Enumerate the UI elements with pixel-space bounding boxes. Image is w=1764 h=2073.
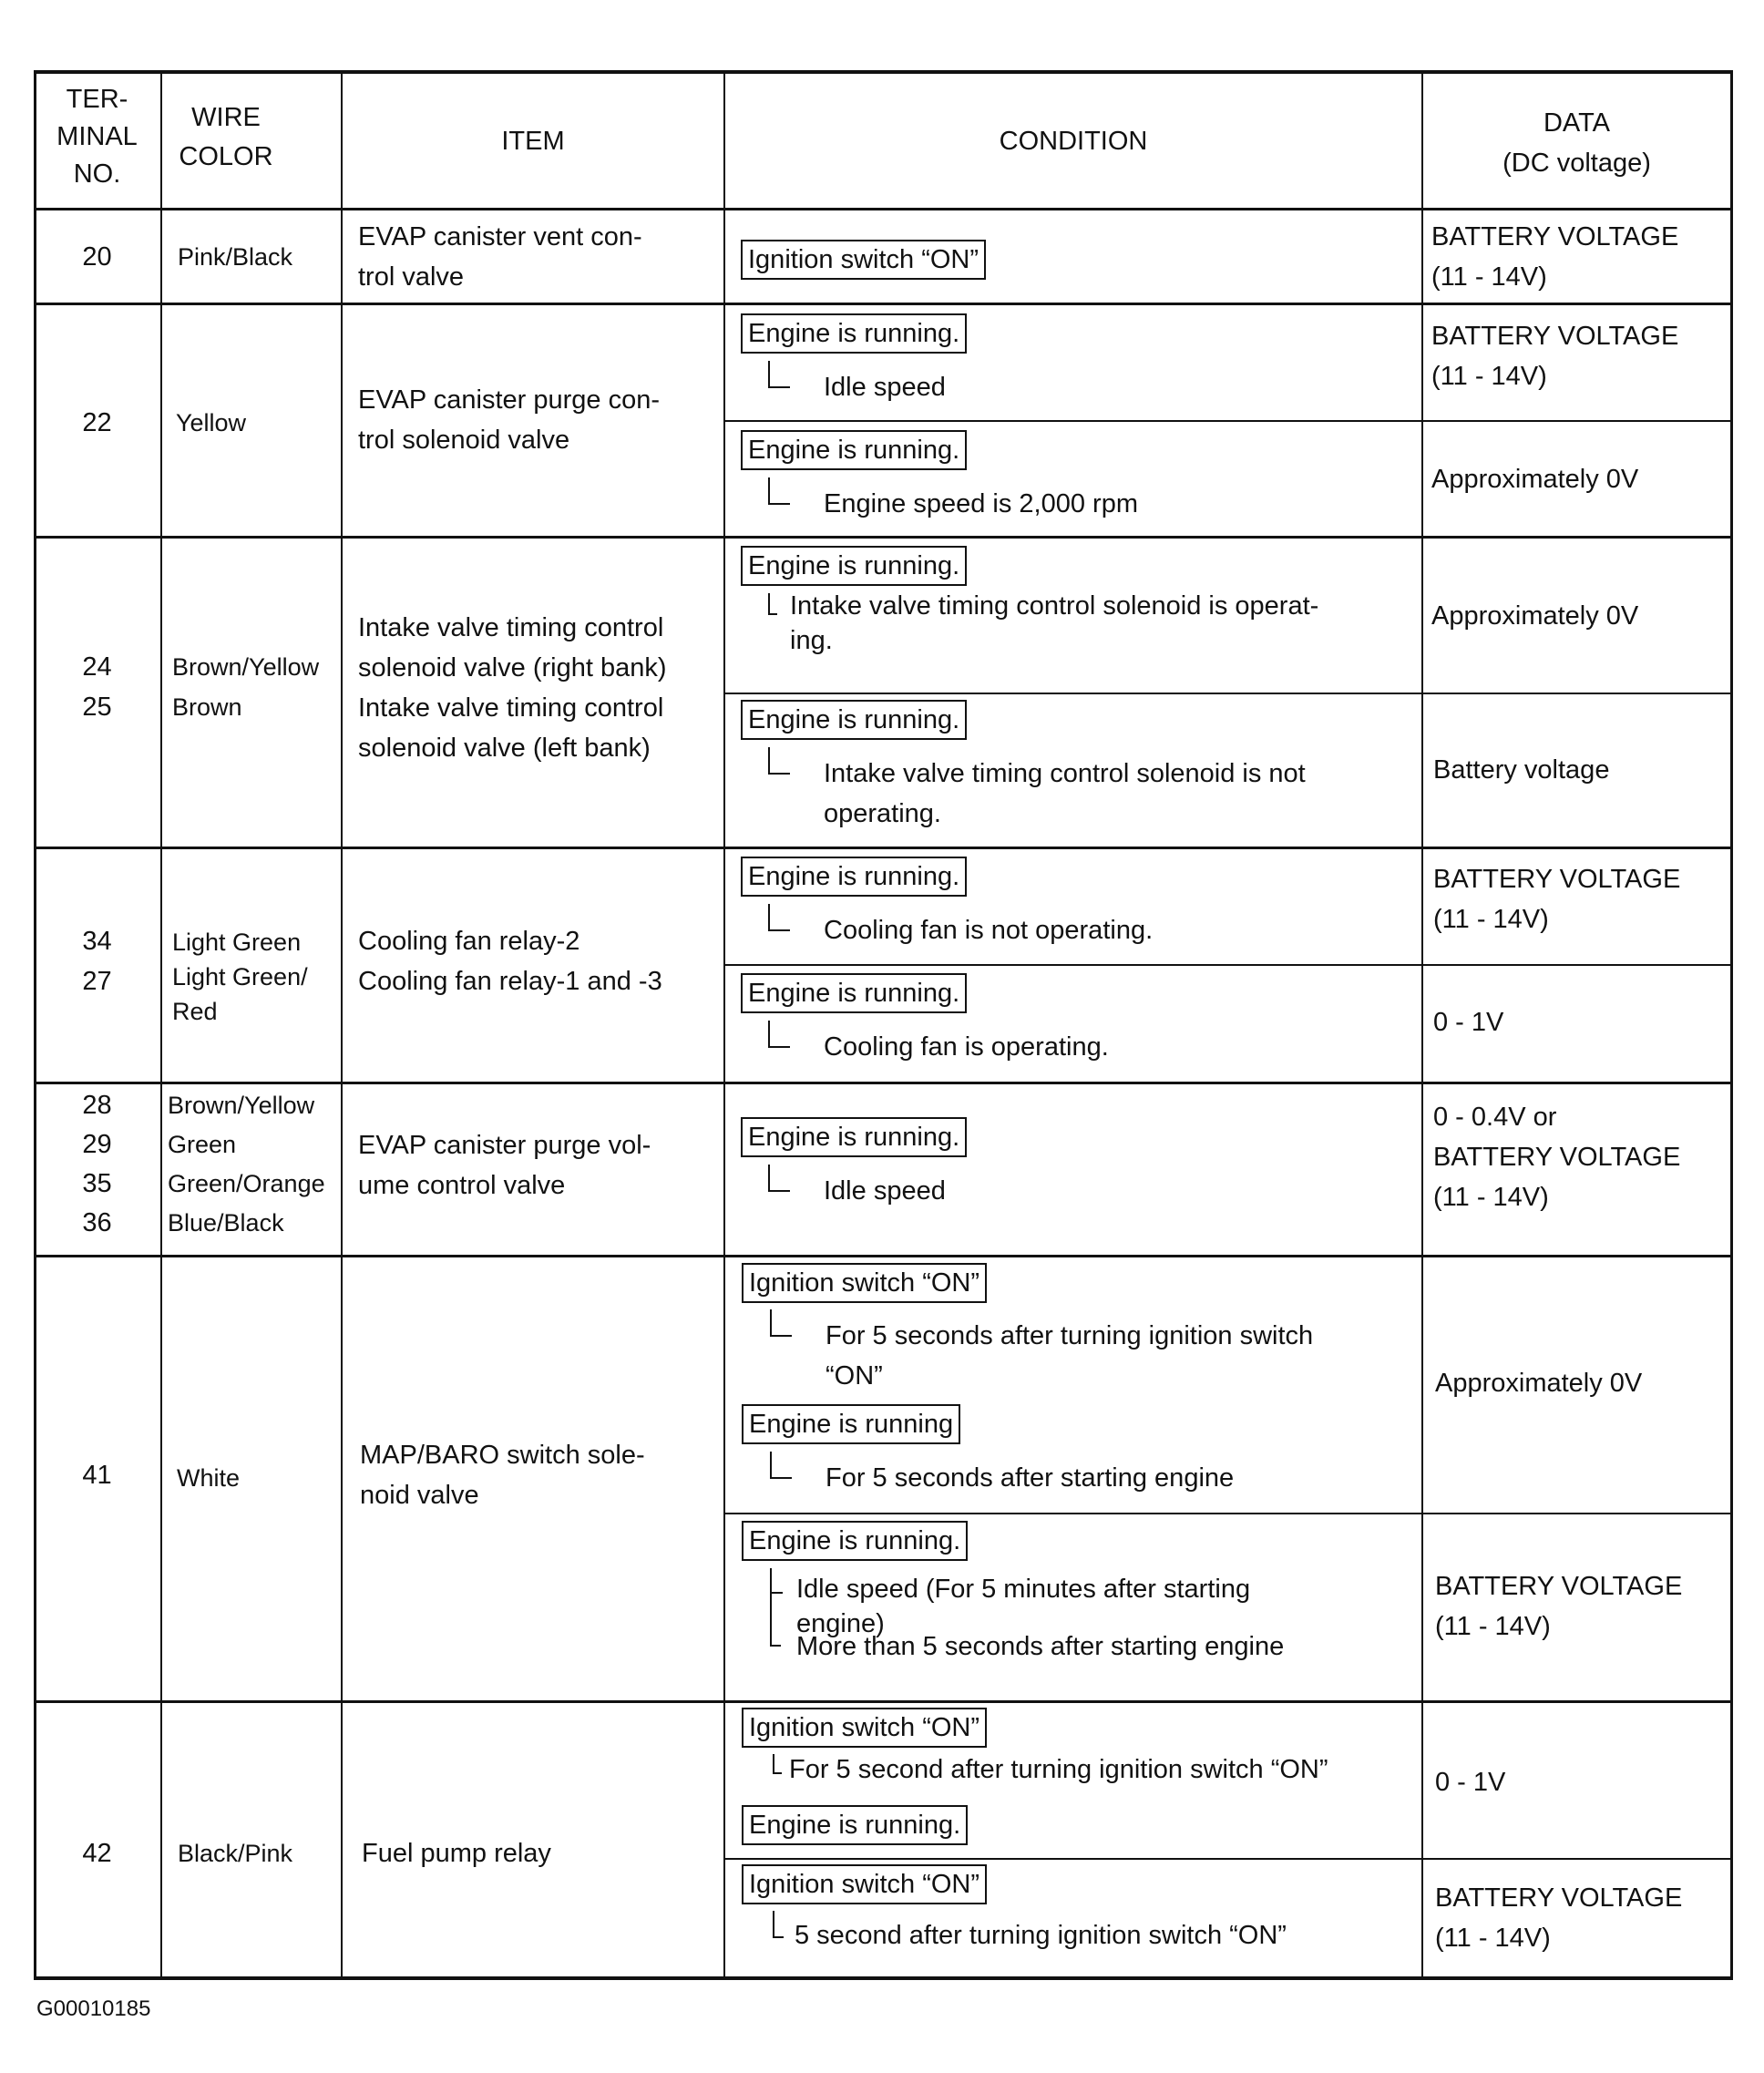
data-line: BATTERY VOLTAGE bbox=[1433, 865, 1681, 894]
figure-code: G00010185 bbox=[36, 1996, 151, 2021]
condition-box-24b: Engine is running. bbox=[741, 700, 967, 740]
condition-sub-line: For 5 seconds after turning ignition switch bbox=[826, 1321, 1314, 1350]
terminal-41: 41 bbox=[82, 1461, 112, 1490]
branch-connector bbox=[768, 1021, 790, 1048]
col-divider bbox=[160, 70, 162, 1980]
data-42a: 0 - 1V bbox=[1435, 1768, 1506, 1797]
item-line: Intake valve timing control bbox=[358, 613, 664, 642]
header-terminal-no bbox=[34, 81, 160, 193]
condition-sub-42b: 5 second after turning ignition switch “ON” bbox=[795, 1921, 1287, 1950]
data-line: (11 - 14V) bbox=[1431, 362, 1547, 391]
data-28 bbox=[1433, 1097, 1680, 1217]
terminal-number: 29 bbox=[82, 1130, 112, 1159]
header-wire-line: WIRE bbox=[191, 103, 261, 132]
terminal-22: 22 bbox=[82, 408, 112, 437]
condition-box-20: Ignition switch “ON” bbox=[741, 240, 986, 280]
col-divider bbox=[1421, 70, 1423, 1980]
data-34b: 0 - 1V bbox=[1433, 1008, 1504, 1037]
condition-box-24a: Engine is running. bbox=[741, 546, 967, 586]
condition-sub-42a: For 5 second after turning ignition switch “ON” bbox=[789, 1755, 1328, 1784]
data-41b bbox=[1435, 1566, 1682, 1647]
row-divider bbox=[34, 847, 1733, 849]
condition-sub-line: “ON” bbox=[826, 1361, 883, 1391]
terminals-34-27 bbox=[34, 921, 160, 1001]
wire-color-41: White bbox=[177, 1464, 241, 1492]
row-divider bbox=[34, 1082, 1733, 1084]
data-line: BATTERY VOLTAGE bbox=[1435, 1883, 1683, 1913]
header-terminal-line: MINAL bbox=[56, 122, 138, 151]
data-line: BATTERY VOLTAGE bbox=[1431, 222, 1679, 251]
condition-sub-line: Intake valve timing control solenoid is operat- bbox=[790, 591, 1319, 621]
data-42b bbox=[1435, 1878, 1682, 1958]
header-condition: CONDITION bbox=[999, 127, 1148, 156]
header-data-line: (DC voltage) bbox=[1502, 149, 1651, 178]
terminal-number: 24 bbox=[82, 652, 112, 682]
data-line: (11 - 14V) bbox=[1433, 905, 1549, 934]
condition-box-41b: Engine is running bbox=[742, 1404, 960, 1444]
header-terminal-line: NO. bbox=[73, 159, 121, 189]
sub-row-divider bbox=[723, 1858, 1733, 1860]
condition-sub-line: operating. bbox=[824, 799, 941, 828]
branch-connector bbox=[768, 361, 790, 388]
data-24b: Battery voltage bbox=[1433, 755, 1610, 785]
sub-row-divider bbox=[723, 420, 1733, 422]
header-data-line: DATA bbox=[1543, 108, 1611, 138]
terminal-number: 35 bbox=[82, 1169, 112, 1198]
data-line: (11 - 14V) bbox=[1433, 1183, 1549, 1212]
terminal-number: 25 bbox=[82, 693, 112, 722]
row-divider bbox=[34, 1700, 1733, 1703]
item-line: noid valve bbox=[360, 1481, 479, 1510]
border-right bbox=[1730, 70, 1733, 1980]
border-top bbox=[34, 70, 1733, 74]
data-line: BATTERY VOLTAGE bbox=[1433, 1143, 1681, 1172]
branch-connector bbox=[773, 1754, 782, 1774]
item-line: trol valve bbox=[358, 262, 465, 292]
condition-box-42c: Ignition switch “ON” bbox=[742, 1864, 987, 1904]
data-line: (11 - 14V) bbox=[1435, 1924, 1551, 1953]
data-24a: Approximately 0V bbox=[1431, 601, 1639, 631]
terminal-20: 20 bbox=[82, 242, 112, 272]
item-42: Fuel pump relay bbox=[362, 1839, 551, 1868]
branch-connector bbox=[768, 477, 790, 505]
terminal-number: 36 bbox=[82, 1208, 112, 1237]
branch-connector bbox=[770, 1568, 781, 1647]
condition-box-22b: Engine is running. bbox=[741, 430, 967, 470]
wire-color-20: Pink/Black bbox=[178, 243, 293, 271]
branch-connector bbox=[770, 1309, 792, 1337]
wire-color-line: Brown bbox=[172, 693, 242, 721]
condition-sub-22b: Engine speed is 2,000 rpm bbox=[824, 489, 1138, 518]
col-divider bbox=[341, 70, 343, 1980]
condition-box-34a: Engine is running. bbox=[741, 857, 967, 897]
wire-color-line: Green/Orange bbox=[168, 1170, 325, 1197]
branch-connector bbox=[768, 747, 790, 775]
data-line: BATTERY VOLTAGE bbox=[1431, 322, 1679, 351]
condition-box-42a: Ignition switch “ON” bbox=[742, 1708, 987, 1748]
col-divider bbox=[723, 70, 725, 1980]
wire-color-line: Green bbox=[168, 1131, 237, 1158]
item-line: EVAP canister purge con- bbox=[358, 385, 660, 415]
header-terminal-line: TER- bbox=[66, 85, 128, 114]
header-item: ITEM bbox=[501, 127, 565, 156]
wire-colors-24-25 bbox=[172, 647, 319, 727]
data-line: (11 - 14V) bbox=[1435, 1612, 1551, 1641]
item-line: EVAP canister purge vol- bbox=[358, 1131, 651, 1160]
terminal-number: 27 bbox=[82, 967, 112, 996]
item-20 bbox=[358, 217, 642, 297]
item-line: MAP/BARO switch sole- bbox=[360, 1441, 645, 1470]
condition-sub-22a: Idle speed bbox=[824, 373, 946, 402]
item-28-36 bbox=[358, 1125, 651, 1206]
terminal-data-table bbox=[34, 70, 1733, 1980]
item-line: ume control valve bbox=[358, 1171, 566, 1200]
terminal-42: 42 bbox=[82, 1839, 112, 1868]
header-wire-line: COLOR bbox=[179, 142, 273, 171]
wire-color-22: Yellow bbox=[176, 409, 247, 436]
condition-sub-41a bbox=[826, 1316, 1313, 1396]
terminals-28-36 bbox=[34, 1086, 160, 1243]
terminals-24-25 bbox=[34, 647, 160, 727]
sub-row-divider bbox=[723, 693, 1733, 694]
header-wire-color bbox=[162, 98, 290, 177]
item-line: Cooling fan relay-1 and -3 bbox=[358, 967, 662, 996]
condition-box-34b: Engine is running. bbox=[741, 973, 967, 1013]
wire-color-line: Light Green bbox=[172, 929, 302, 956]
item-line: Intake valve timing control bbox=[358, 693, 664, 723]
branch-connector bbox=[768, 904, 790, 931]
row-divider bbox=[34, 1255, 1733, 1257]
condition-sub-41b: For 5 seconds after starting engine bbox=[826, 1463, 1235, 1493]
condition-sub-34b: Cooling fan is operating. bbox=[824, 1032, 1109, 1062]
data-20 bbox=[1431, 217, 1678, 297]
condition-box-28: Engine is running. bbox=[741, 1117, 967, 1157]
wire-color-line: Red bbox=[172, 998, 218, 1025]
branch-connector bbox=[770, 1452, 792, 1479]
condition-sub-34a: Cooling fan is not operating. bbox=[824, 916, 1154, 945]
sub-row-divider bbox=[723, 964, 1733, 966]
condition-sub-41d: More than 5 seconds after starting engine bbox=[796, 1632, 1285, 1661]
wire-colors-28-36 bbox=[168, 1086, 325, 1243]
data-22b: Approximately 0V bbox=[1431, 465, 1639, 494]
condition-box-42b: Engine is running. bbox=[742, 1805, 968, 1845]
condition-sub-28: Idle speed bbox=[824, 1176, 946, 1206]
wire-color-42: Black/Pink bbox=[178, 1840, 293, 1867]
data-34a bbox=[1433, 859, 1680, 939]
branch-connector bbox=[768, 1165, 790, 1192]
item-line: EVAP canister vent con- bbox=[358, 222, 642, 251]
header-data bbox=[1423, 103, 1730, 183]
condition-box-41c: Engine is running. bbox=[742, 1521, 968, 1561]
condition-sub-24b bbox=[824, 754, 1306, 834]
item-41 bbox=[360, 1435, 645, 1515]
condition-box-22a: Engine is running. bbox=[741, 313, 967, 354]
border-bottom bbox=[34, 1976, 1733, 1980]
condition-sub-line: Intake valve timing control solenoid is not bbox=[824, 759, 1306, 788]
condition-sub-line: ing. bbox=[790, 626, 833, 655]
item-24-25 bbox=[358, 608, 667, 768]
branch-connector bbox=[770, 1592, 783, 1594]
row-divider bbox=[34, 208, 1733, 210]
terminal-number: 34 bbox=[82, 927, 112, 956]
item-34-27 bbox=[358, 921, 662, 1001]
wire-colors-34-27 bbox=[172, 925, 308, 1029]
condition-sub-24a bbox=[790, 589, 1318, 658]
row-divider bbox=[34, 303, 1733, 305]
item-line: solenoid valve (left bank) bbox=[358, 734, 651, 763]
item-line: trol solenoid valve bbox=[358, 426, 570, 455]
terminal-number: 28 bbox=[82, 1091, 112, 1120]
border-left bbox=[34, 70, 36, 1980]
data-line: 0 - 0.4V or bbox=[1433, 1103, 1557, 1132]
condition-sub-line: Idle speed (For 5 minutes after starting bbox=[796, 1575, 1251, 1604]
sub-row-divider bbox=[723, 1513, 1733, 1514]
item-line: solenoid valve (right bank) bbox=[358, 653, 667, 682]
item-line: Cooling fan relay-2 bbox=[358, 927, 580, 956]
data-line: BATTERY VOLTAGE bbox=[1435, 1572, 1683, 1601]
wire-color-line: Brown/Yellow bbox=[172, 653, 320, 681]
branch-connector bbox=[768, 593, 777, 615]
wire-color-line: Blue/Black bbox=[168, 1209, 284, 1237]
branch-connector bbox=[773, 1911, 784, 1938]
data-22a bbox=[1431, 316, 1678, 396]
data-line: (11 - 14V) bbox=[1431, 262, 1547, 292]
condition-box-41a: Ignition switch “ON” bbox=[742, 1263, 987, 1303]
item-22 bbox=[358, 380, 660, 460]
wire-color-line: Brown/Yellow bbox=[168, 1092, 315, 1119]
condition-sub-line: engine) bbox=[796, 1609, 885, 1638]
wire-color-line: Light Green/ bbox=[172, 963, 308, 990]
row-divider bbox=[34, 536, 1733, 539]
data-41a: Approximately 0V bbox=[1435, 1369, 1643, 1398]
